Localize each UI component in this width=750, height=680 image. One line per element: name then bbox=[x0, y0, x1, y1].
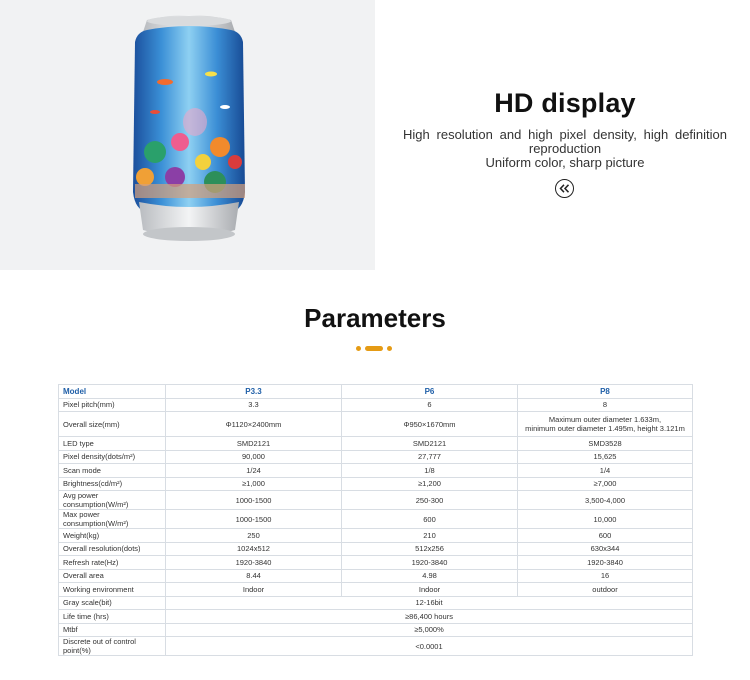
hero-title: HD display bbox=[494, 88, 636, 118]
table-row bbox=[59, 412, 693, 437]
table-row bbox=[59, 623, 693, 637]
table-cell: 10,000 bbox=[518, 510, 693, 529]
table-cell: 4.98 bbox=[342, 569, 518, 583]
table-cell: 1/8 bbox=[342, 464, 518, 478]
table-row bbox=[59, 610, 693, 624]
table-cell: ≥1,200 bbox=[342, 477, 518, 491]
merged-value-cell: ≥86,400 hours bbox=[166, 610, 693, 624]
table-cell bbox=[518, 412, 693, 437]
table-row bbox=[59, 583, 693, 597]
cell-line: Maximum outer diameter 1.633m, bbox=[548, 415, 662, 424]
row-label-cell: Overall resolution(dots) bbox=[59, 542, 166, 556]
table-row bbox=[59, 542, 693, 556]
hero-description-line-1: High resolution and high pixel density, high definition reproduction bbox=[403, 127, 727, 156]
table-row bbox=[59, 450, 693, 464]
header-cell: P6 bbox=[342, 385, 518, 399]
table-row bbox=[59, 556, 693, 570]
row-label-cell: LED type bbox=[59, 437, 166, 451]
row-label-cell: Working environment bbox=[59, 583, 166, 597]
table-cell: 1/4 bbox=[518, 464, 693, 478]
table-cell: 1920-3840 bbox=[518, 556, 693, 570]
led-can-display-image bbox=[125, 12, 253, 252]
table-cell: 250-300 bbox=[342, 491, 518, 510]
table-cell: 6 bbox=[342, 398, 518, 412]
table-cell: ≥7,000 bbox=[518, 477, 693, 491]
header-cell: P8 bbox=[518, 385, 693, 399]
table-cell: 630x344 bbox=[518, 542, 693, 556]
table-cell: Φ950×1670mm bbox=[342, 412, 518, 437]
table-cell: 600 bbox=[342, 510, 518, 529]
table-cell: 3,500-4,000 bbox=[518, 491, 693, 510]
table-row bbox=[59, 569, 693, 583]
product-image-panel bbox=[0, 0, 375, 270]
table-row bbox=[59, 529, 693, 543]
table-cell: outdoor bbox=[518, 583, 693, 597]
row-label-cell: Discrete out of control point(%) bbox=[59, 637, 166, 656]
row-label-cell: Gray scale(bit) bbox=[59, 596, 166, 610]
table-row bbox=[59, 398, 693, 412]
table-cell: 27,777 bbox=[342, 450, 518, 464]
table-row bbox=[59, 464, 693, 478]
table-header-row bbox=[59, 385, 693, 399]
table-row bbox=[59, 596, 693, 610]
row-label-cell: Overall size(mm) bbox=[59, 412, 166, 437]
table-cell: 1000-1500 bbox=[166, 510, 342, 529]
table-cell: 16 bbox=[518, 569, 693, 583]
merged-value-cell: ≥5,000% bbox=[166, 623, 693, 637]
table-row bbox=[59, 510, 693, 529]
table-cell: Indoor bbox=[342, 583, 518, 597]
table-cell: SMD3528 bbox=[518, 437, 693, 451]
table-cell: SMD2121 bbox=[342, 437, 518, 451]
row-label-cell: Scan mode bbox=[59, 464, 166, 478]
table-cell: 3.3 bbox=[166, 398, 342, 412]
row-label-cell: Refresh rate(Hz) bbox=[59, 556, 166, 570]
table-cell: 15,625 bbox=[518, 450, 693, 464]
table-cell: 8 bbox=[518, 398, 693, 412]
table-cell: 512x256 bbox=[342, 542, 518, 556]
table-cell: 90,000 bbox=[166, 450, 342, 464]
table-cell: SMD2121 bbox=[166, 437, 342, 451]
row-label-cell: Mtbf bbox=[59, 623, 166, 637]
table-cell: 1920-3840 bbox=[166, 556, 342, 570]
header-cell: Model bbox=[59, 385, 166, 399]
cell-line: minimum outer diameter 1.495m, height 3.121m bbox=[525, 424, 685, 433]
row-label-cell: Avg power consumption(W/m²) bbox=[59, 491, 166, 510]
table-row bbox=[59, 491, 693, 510]
title-accent-divider bbox=[356, 345, 396, 353]
merged-value-cell: 12-16bit bbox=[166, 596, 693, 610]
table-cell: 1000-1500 bbox=[166, 491, 342, 510]
row-label-cell: Overall area bbox=[59, 569, 166, 583]
parameters-title: Parameters bbox=[304, 303, 446, 333]
hero-description-line-2: Uniform color, sharp picture bbox=[485, 155, 645, 170]
parameters-table bbox=[58, 384, 693, 656]
row-label-cell: Life time (hrs) bbox=[59, 610, 166, 624]
double-chevron-left-button[interactable] bbox=[555, 179, 574, 198]
table-cell: 250 bbox=[166, 529, 342, 543]
header-cell: P3.3 bbox=[166, 385, 342, 399]
row-label-cell: Max power consumption(W/m²) bbox=[59, 510, 166, 529]
table-cell: 1024x512 bbox=[166, 542, 342, 556]
table-cell: 210 bbox=[342, 529, 518, 543]
row-label-cell: Pixel pitch(mm) bbox=[59, 398, 166, 412]
double-chevron-left-icon bbox=[559, 184, 570, 193]
table-row bbox=[59, 437, 693, 451]
row-label-cell: Pixel density(dots/m²) bbox=[59, 450, 166, 464]
table-cell: Indoor bbox=[166, 583, 342, 597]
hero-text-block bbox=[385, 88, 745, 170]
row-label-cell: Brightness(cd/m²) bbox=[59, 477, 166, 491]
table-cell: 8.44 bbox=[166, 569, 342, 583]
table-cell: ≥1,000 bbox=[166, 477, 342, 491]
table-cell: 1920-3840 bbox=[342, 556, 518, 570]
table-row bbox=[59, 477, 693, 491]
table-cell: 1/24 bbox=[166, 464, 342, 478]
row-label-cell: Weight(kg) bbox=[59, 529, 166, 543]
table-cell: 600 bbox=[518, 529, 693, 543]
table-row bbox=[59, 637, 693, 656]
table-cell: Φ1120×2400mm bbox=[166, 412, 342, 437]
parameters-table-container bbox=[58, 384, 692, 656]
merged-value-cell: <0.0001 bbox=[166, 637, 693, 656]
